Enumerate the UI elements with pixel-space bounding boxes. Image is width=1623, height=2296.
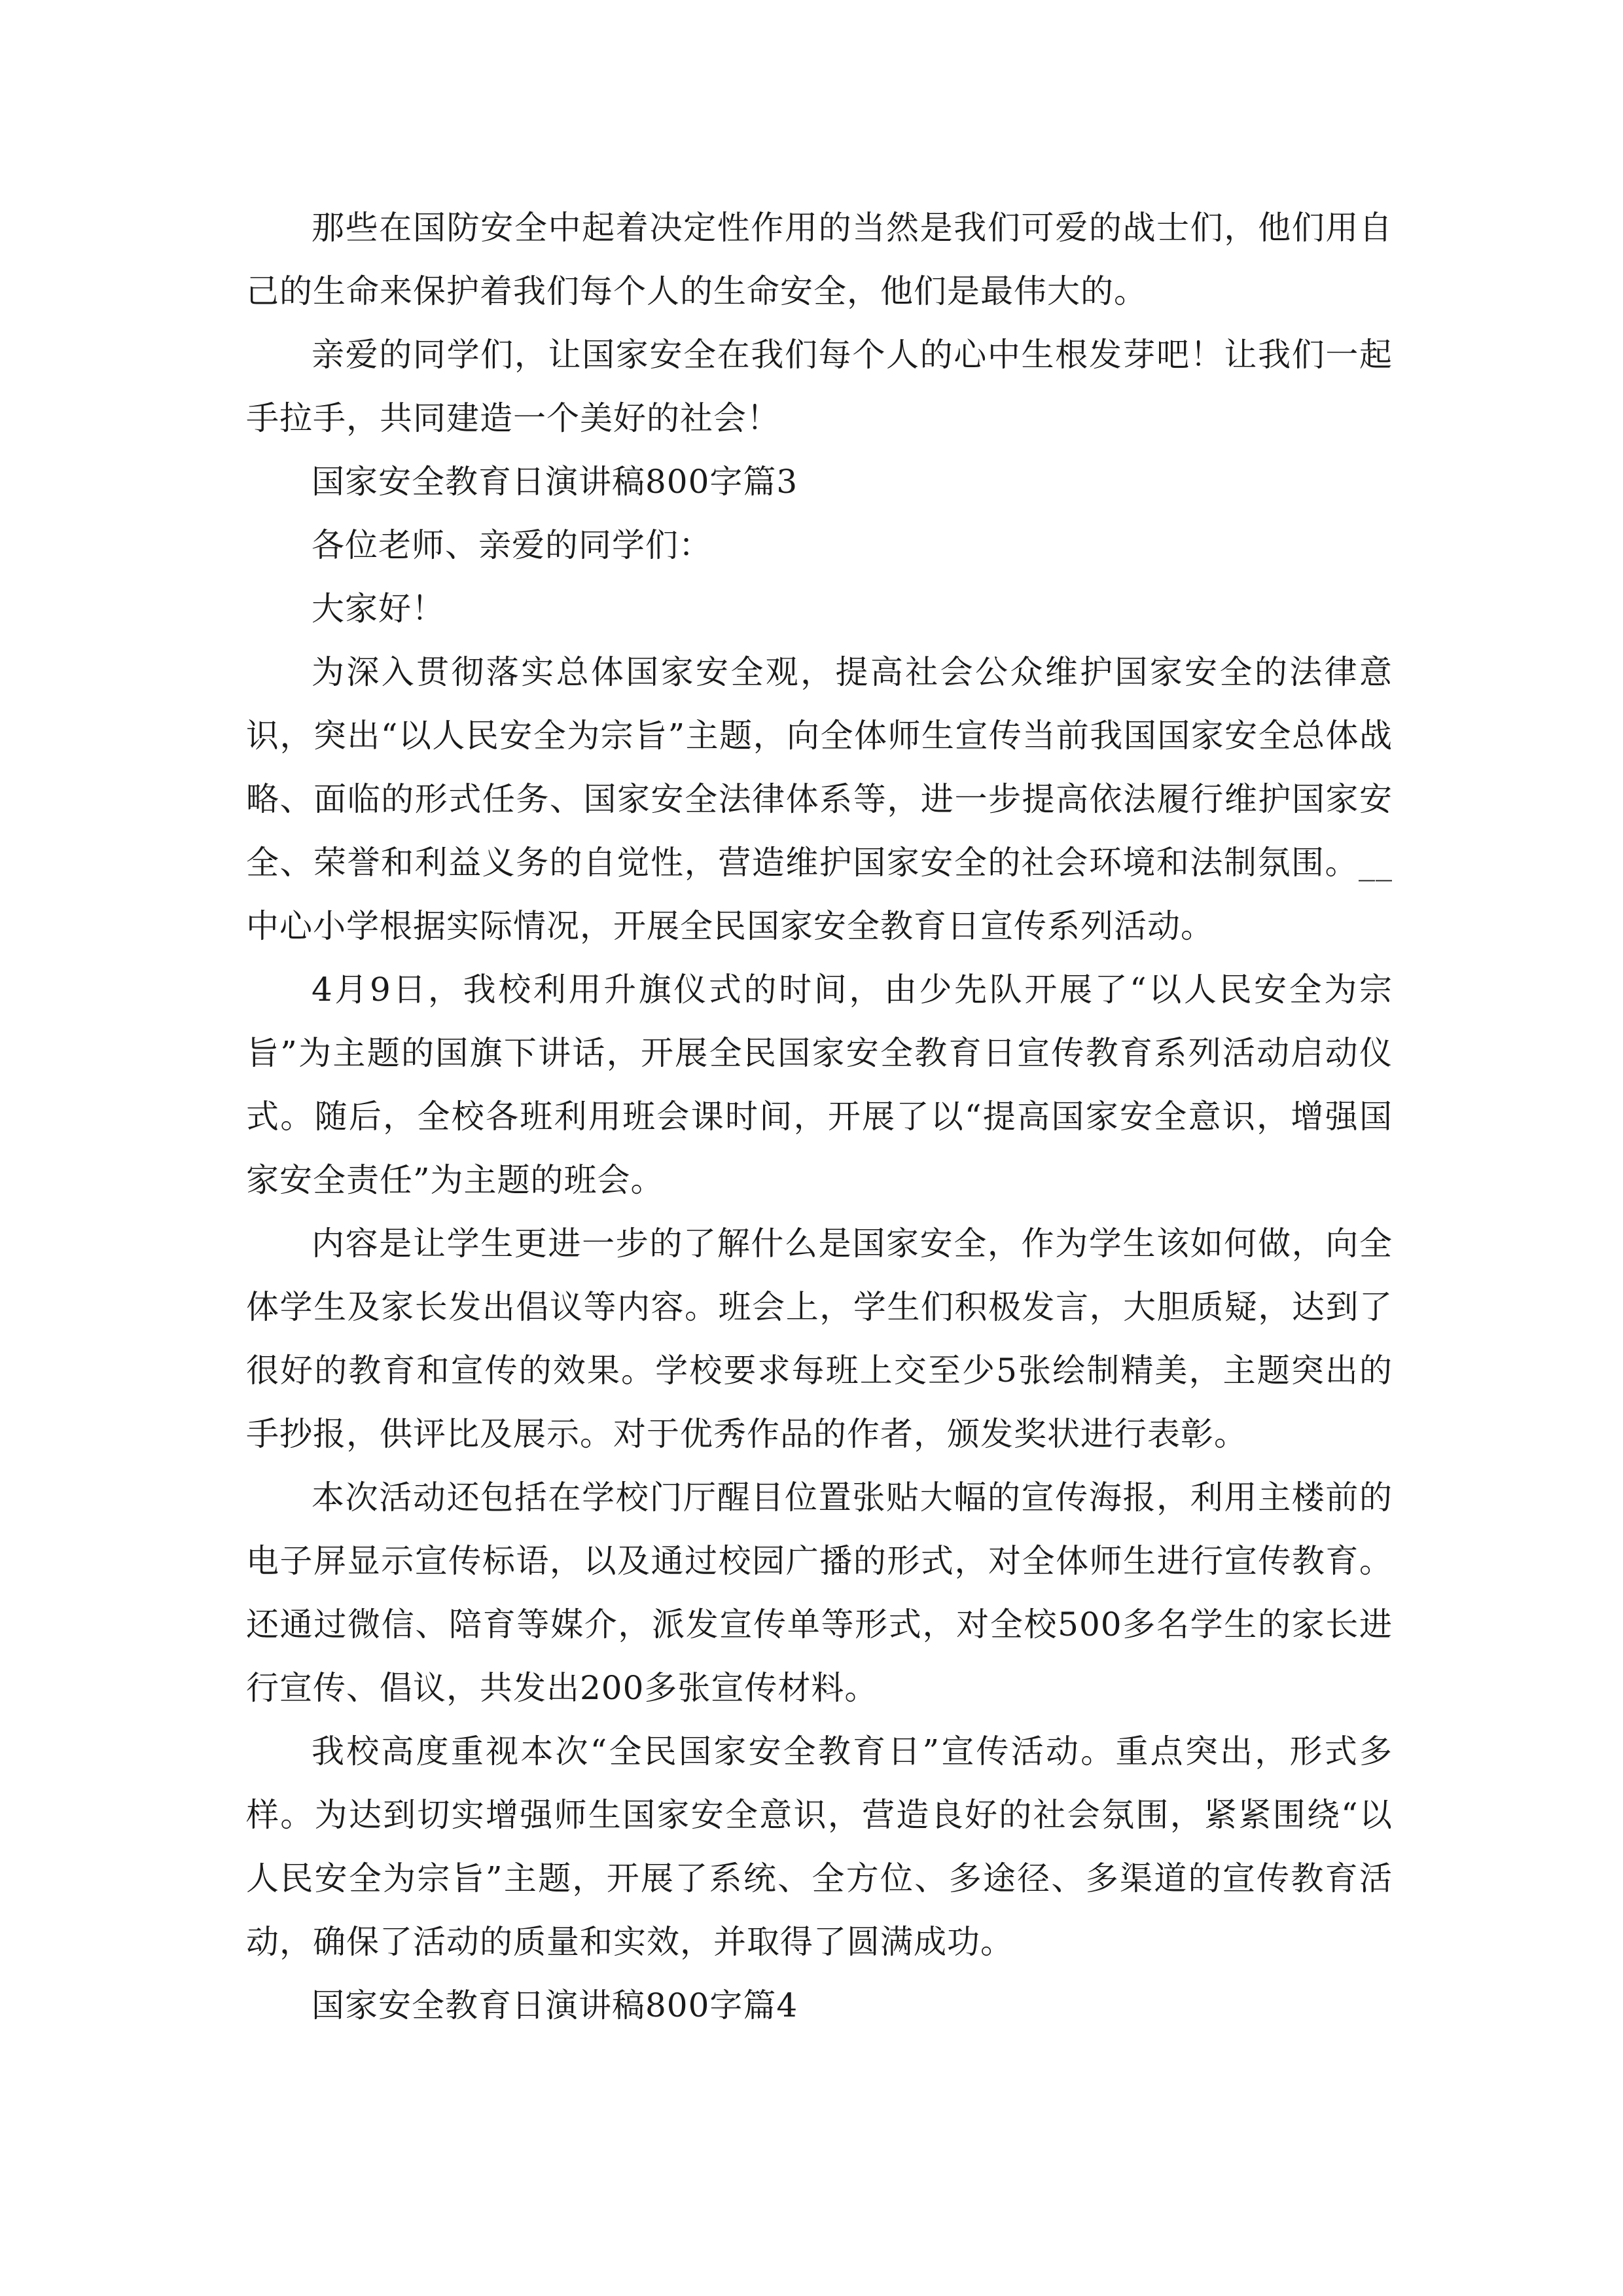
salutation: 各位老师、亲爱的同学们： — [312, 526, 712, 564]
section-heading-4: 国家安全教育日演讲稿800字篇4 — [312, 1986, 798, 2024]
paragraph-purpose: 为深入贯彻落实总体国家安全观，提高社会公众维护国家安全的法律意识，突出“以人民安全为宗旨”主题，向全体师生宣传当前我国国家安全总体战略、面临的形式任务、国家安全法律体系等，进一步提高依法履行维护国家安全、荣誉和利益义务的自觉性，营造维护国家安全的社会环境和法制氛围。__中心小学根据实际情况，开展全民国家安全教育日宣传系列活动。 — [246, 653, 1393, 945]
paragraph-publicity-activities: 本次活动还包括在学校门厅醒目位置张贴大幅的宣传海报，利用主楼前的电子屏显示宣传标语，以及通过校园广播的形式，对全体师生进行宣传教育。还通过微信、陪育等媒介，派发宣传单等形式，对全校500多名学生的家长进行宣传、倡议，共发出200多张宣传材料。 — [246, 1479, 1393, 1707]
document-page — [246, 196, 1393, 2037]
paragraph-call-to-classmates: 亲爱的同学们，让国家安全在我们每个人的心中生根发芽吧！让我们一起手拉手，共同建造一个美好的社会！ — [246, 336, 1393, 437]
paragraph-class-meeting-content: 内容是让学生更进一步的了解什么是国家安全，作为学生该如何做，向全体学生及家长发出倡议等内容。班会上，学生们积极发言，大胆质疑，达到了很好的教育和宣传的效果。学校要求每班上交至少5张绘制精美，主题突出的手抄报，供评比及展示。对于优秀作品的作者，颁发奖状进行表彰。 — [246, 1225, 1393, 1453]
paragraph-april-9: 4月9日，我校利用升旗仪式的时间，由少先队开展了“以人民安全为宗旨”为主题的国旗下讲话，开展全民国家安全教育日宣传教育系列活动启动仪式。随后，全校各班利用班会课时间，开展了以“提高国家安全意识，增强国家安全责任”为主题的班会。 — [246, 971, 1393, 1199]
paragraph-summary: 我校高度重视本次“全民国家安全教育日”宣传活动。重点突出，形式多样。为达到切实增强师生国家安全意识，营造良好的社会氛围，紧紧围绕“以人民安全为宗旨”主题，开展了系统、全方位、多途径、多渠道的宣传教育活动，确保了活动的质量和实效，并取得了圆满成功。 — [246, 1732, 1393, 1961]
greeting: 大家好！ — [312, 590, 445, 628]
section-heading-3: 国家安全教育日演讲稿800字篇3 — [312, 463, 798, 501]
paragraph-soldiers: 那些在国防安全中起着决定性作用的当然是我们可爱的战士们，他们用自己的生命来保护着我们每个人的生命安全，他们是最伟大的。 — [246, 209, 1393, 310]
